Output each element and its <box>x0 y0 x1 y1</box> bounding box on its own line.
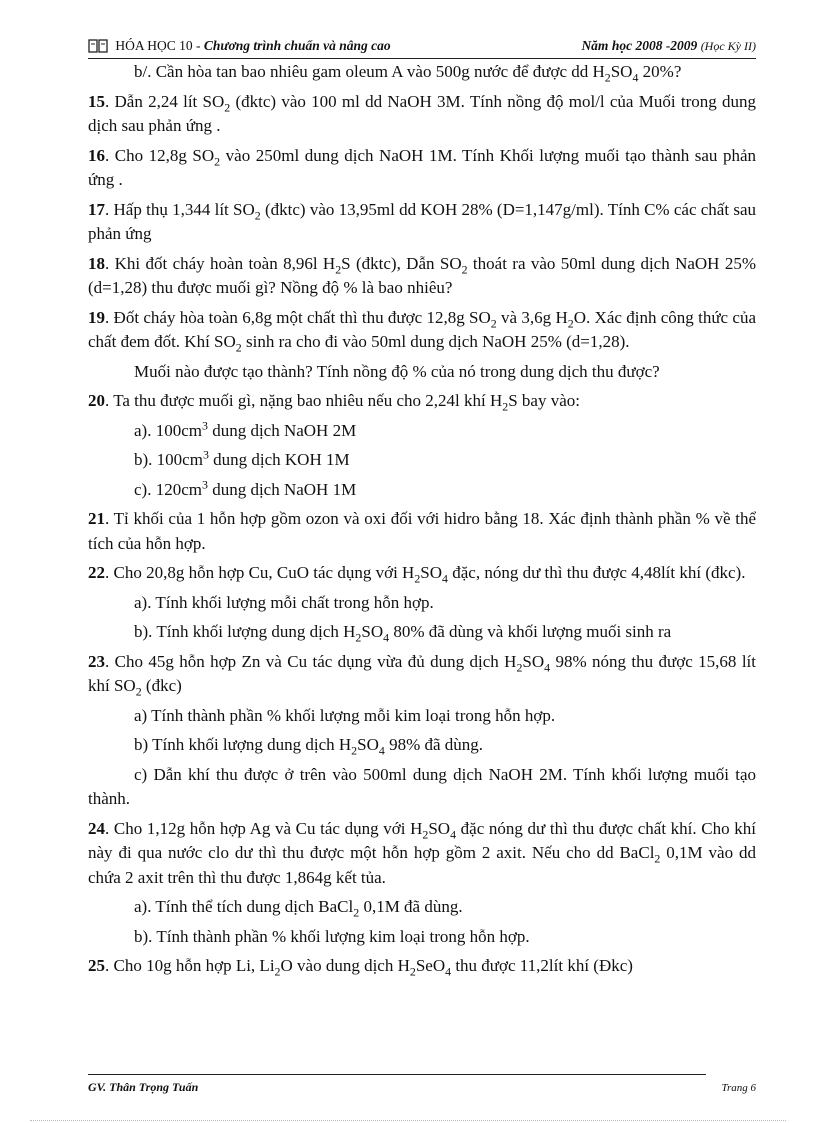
question-20: 20. Ta thu được muối gì, nặng bao nhiêu nếu cho 2,24l khí $H_2S$ bay vào: <box>88 391 580 414</box>
question-16: 16. Cho 12,8g $SO_2$ vào 250ml dung dịch NaOH 1M. Tính Khối lượng muối tạo thành sau phản ứng . <box>88 145 756 189</box>
question-25: 25. Cho 10g hỗn hợp Li, $Li_2O$ vào dung dịch $H_2SeO_4$ thu được 11,2lít khí (Đkc) <box>88 956 633 979</box>
question-24b: b). Tính thành phần % khối lượng kim loại trong hỗn hợp. <box>134 926 530 946</box>
question-21: 21. Tỉ khối của 1 hỗn hợp gồm ozon và oxi đối với hidro bằng 18. Xác định thành phần % về thể tích của hỗn hợp. <box>88 509 756 553</box>
question-14b: b/. Cần hòa tan bao nhiêu gam oleum A vào 500g nước để được dd $H_2SO_4$ 20%? <box>134 62 682 85</box>
document-body <box>88 60 756 984</box>
page-footer <box>88 1074 756 1104</box>
question-22a: a). Tính khối lượng mỗi chất trong hỗn hợp. <box>134 592 434 612</box>
question-23: 23. Cho 45g hỗn hợp Zn và Cu tác dụng vừa đủ dung dịch $H_2SO_4$ 98% nóng thu được 15,68 lít khí $SO_2$ (đkc) <box>88 651 756 699</box>
header-subject: HÓA HỌC 10 <box>115 38 193 53</box>
footer-teacher: GV. Thân Trọng Tuấn <box>88 1080 199 1094</box>
question-24: 24. Cho 1,12g hỗn hợp Ag và Cu tác dụng với $H_2SO_4$ đặc nóng dư thì thu được chất khí. Cho khí này đi qua nước clo dư thì thu được một hỗn hợp gồm 2 axit. Nếu cho dd BaCl$_2$ 0,1M vào dd chứa 2 axit trên thì thu được 1,864g kết tủa. <box>88 818 756 887</box>
question-18: 18. Khi đốt cháy hoàn toàn 8,96l $H_2S$ (đktc), Dẫn $SO_2$ thoát ra vào 50ml dung dịch NaOH 25% (d=1,28) thu được muối gì? Nồng độ % là bao nhiêu? <box>88 253 756 297</box>
header-year: Năm học 2008 -2009 <box>581 38 698 53</box>
header-program: Chương trình chuẩn và nâng cao <box>203 38 391 53</box>
question-20c: c). $120cm^3$ dung dịch NaOH 1M <box>134 476 357 499</box>
question-22: 22. Cho 20,8g hỗn hợp Cu, CuO tác dụng với $H_2SO_4$ đặc, nóng dư thì thu được 4,48lít khí (đkc). <box>88 563 746 586</box>
question-23c: c) Dẫn khí thu được ở trên vào 500ml dung dịch NaOH 2M. Tính khối lượng muối tạo thành. <box>88 764 756 808</box>
question-22b: b). Tính khối lượng dung dịch $H_2SO_4$ 80% đã dùng và khối lượng muối sinh ra <box>134 622 672 645</box>
header-left: HÓA HỌC 10 - Chương trình chuẩn và nâng cao <box>88 38 391 54</box>
question-23a: a) Tính thành phần % khối lượng mỗi kim loại trong hỗn hợp. <box>134 705 556 725</box>
question-23b: b) Tính khối lượng dung dịch $H_2SO_4$ 98% đã dùng. <box>134 735 484 758</box>
question-17: 17. Hấp thụ 1,344 lít $SO_2$ (đktc) vào 13,95ml dd KOH 28% (D=1,147g/ml). Tính C% các chất sau phản ứng <box>88 199 757 243</box>
page-header <box>88 34 756 59</box>
question-20b: b). $100cm^3$ dung dịch KOH 1M <box>134 447 350 469</box>
page-number: Trang 6 <box>721 1082 756 1094</box>
header-right <box>581 38 756 54</box>
footer-rule <box>88 1074 706 1075</box>
header-term: (Học Kỳ II) <box>700 39 756 53</box>
question-24a: a). Tính thể tích dung dịch BaCl$_2$ 0,1M đã dùng. <box>134 897 463 920</box>
bottom-dotted-line <box>30 1120 786 1121</box>
book-icon <box>88 39 108 53</box>
question-20a: a). $100cm^3$ dung dịch NaOH 2M <box>134 417 357 440</box>
question-15: 15. Dẫn 2,24 lít $SO_2$ (đktc) vào 100 ml dd NaOH 3M. Tính nồng độ mol/l của Muối trong dung dịch sau phản ứng . <box>88 91 756 135</box>
question-19-cont: Muối nào được tạo thành? Tính nồng độ % của nó trong dung dịch thu được? <box>134 361 660 381</box>
question-19: 19. Đốt cháy hòa toàn 6,8g một chất thì thu được 12,8g $SO_2$ và 3,6g $H_2O$. Xác định công thức của chất đem đốt. Khí $SO_2$ sinh ra cho đi vào 50ml dung dịch NaOH 25% (d=1,28). <box>88 307 756 355</box>
